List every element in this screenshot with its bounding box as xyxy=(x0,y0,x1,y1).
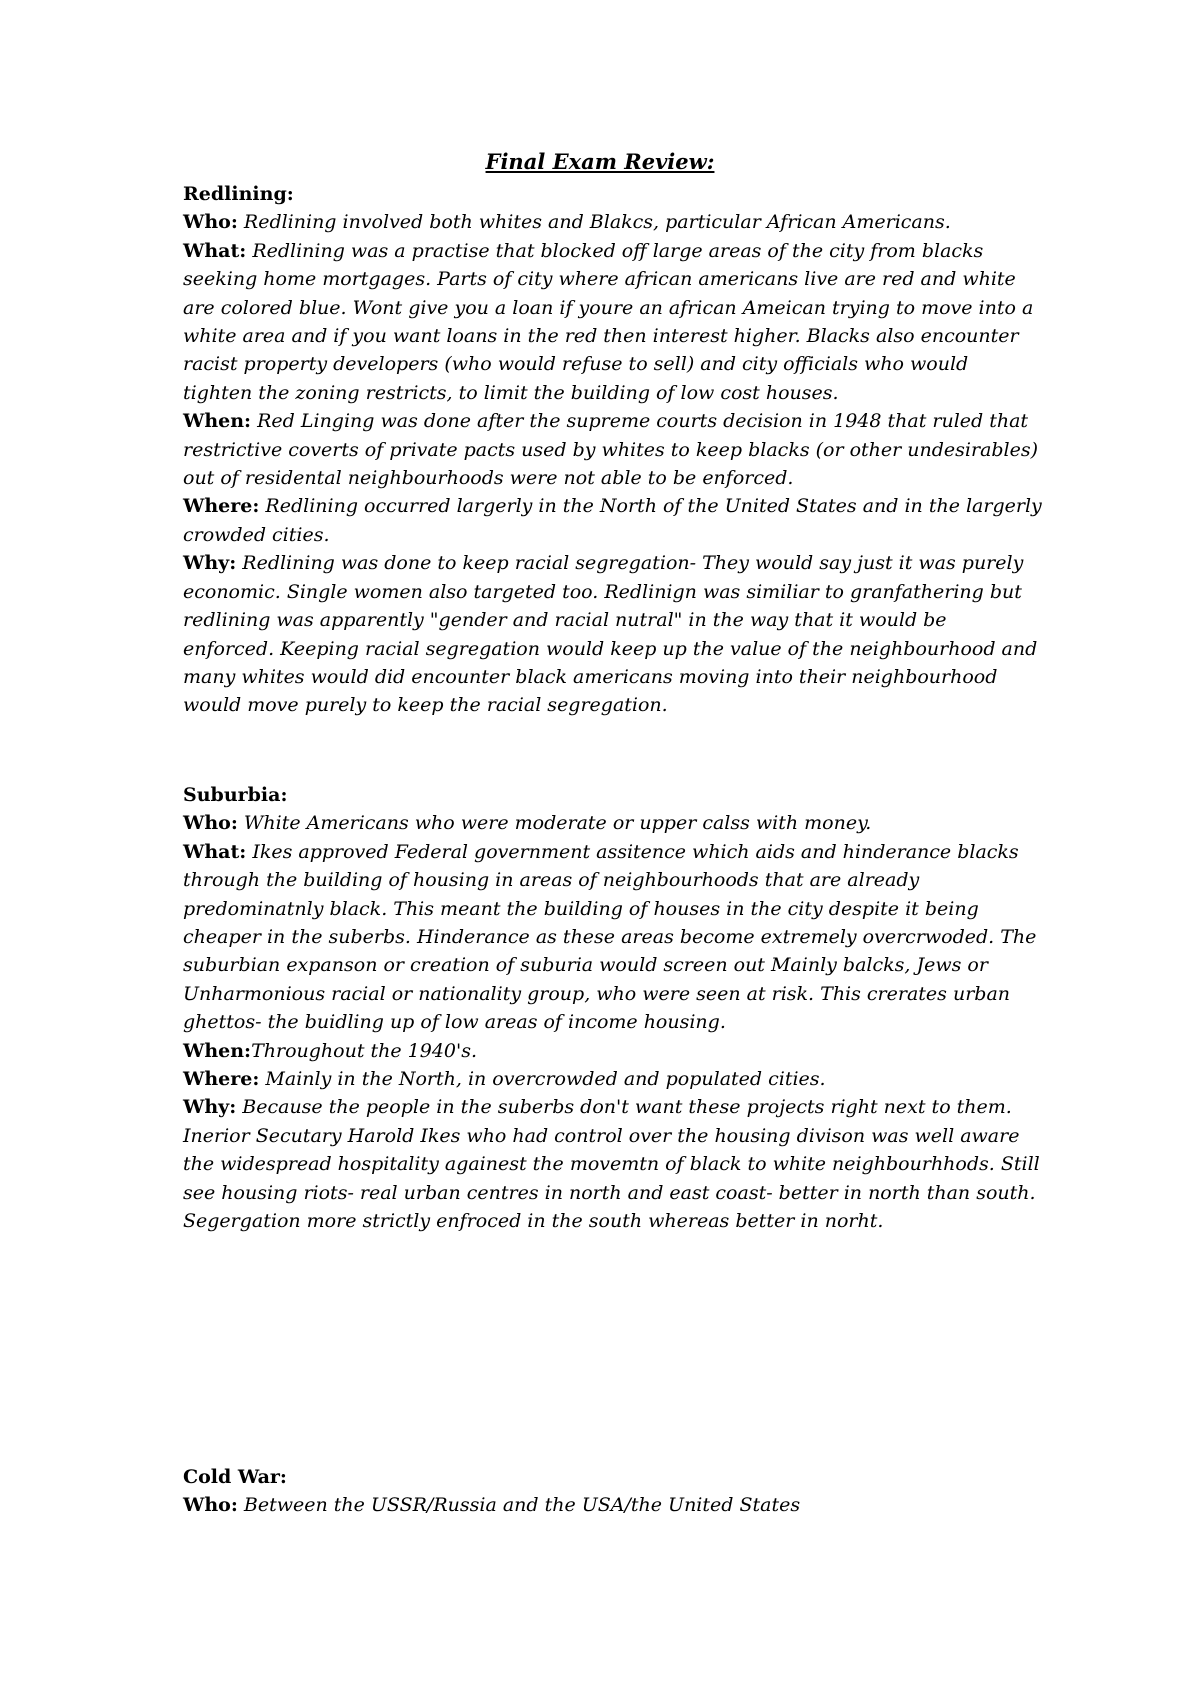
entry-what xyxy=(183,237,1043,407)
entry-text: Red Linging was done after the supreme courts decision in 1948 that ruled that restrictive coverts of private pacts used by whites to keep blacks (or other undesirables) out of residental neighbourhoods were not able to be enforced. xyxy=(183,410,1039,490)
entry-text: Redlining was a practise that blocked off large areas of the city from blacks seeking home mortgages. Parts of city where african americans live are red and white are colored blue. Wont give you a loan if youre an african Ameican trying to move into a white area and if you want loans in the red then interest higher. Blacks also encounter racist property developers (who would refuse to sell) and city officials who would tighten the zoning restricts, to limit the building of low cost houses. xyxy=(183,239,1034,404)
entry-label: Who: xyxy=(183,1494,238,1517)
entry-who xyxy=(183,208,1043,236)
entry-text: Ikes approved Federal government assitence which aids and hinderance blacks through the building of housing in areas of neighbourhoods that are already predominatnly black. This meant the building of houses in the city despite it being cheaper in the suberbs. Hinderance as these areas become extremely overcrwoded. The suburbian expanson or creation of suburia would screen out Mainly balcks, Jews or Unharmonious racial or nationality group, who were seen at risk. This crerates urban ghettos- the buidling up of low areas of income housing. xyxy=(183,840,1037,1034)
entry-label: Who: xyxy=(183,812,238,835)
entry-text: Because the people in the suberbs don't want these projects right next to them. Inerior Secutary Harold Ikes who had control over the housing divison was well aware the widespread hospitality againest the movemtn of black to white neighbourhhods. Still see housing riots- real urban centres in north and east coast- better in north than south. Segergation more strictly enfroced in the south whereas better in norht. xyxy=(183,1096,1040,1233)
section-suburbia xyxy=(183,781,1043,1236)
entry-when xyxy=(183,1037,1043,1065)
entry-label: Why: xyxy=(183,1096,237,1119)
entry-text: Throughout the 1940's. xyxy=(251,1039,478,1062)
entry-where xyxy=(183,492,1043,549)
document-title: Final Exam Review: xyxy=(485,149,715,174)
entry-label: Who: xyxy=(183,211,238,234)
entry-label: Where: xyxy=(183,495,260,518)
entry-label: What: xyxy=(183,840,247,863)
entry-what xyxy=(183,838,1043,1037)
entry-label: Why: xyxy=(183,552,237,575)
entry-text: Redlining occurred largerly in the North of the United States and in the largerly crowded cities. xyxy=(183,495,1042,546)
entry-label: When: xyxy=(183,1039,252,1062)
entry-label: Where: xyxy=(183,1068,260,1091)
section-heading: Cold War: xyxy=(183,1466,287,1488)
entry-text: Redlining was done to keep racial segregation- They would say just it was purely economic. Single women also targeted too. Redlinign was similiar to granfathering but redlining was apparently "gender and racial nutral" in the way that it would be enforced. Keeping racial segregation would keep up the value of the neighbourhood and many whites would did encounter black americans moving into their neighbourhood would move purely to keep the racial segregation. xyxy=(183,552,1038,717)
entry-who xyxy=(183,809,1043,837)
section-cold-war xyxy=(183,1463,1043,1520)
entry-why xyxy=(183,1093,1043,1235)
entry-label: When: xyxy=(183,410,252,433)
section-redlining xyxy=(183,180,1043,720)
entry-text: Mainly in the North, in overcrowded and populated cities. xyxy=(265,1068,826,1091)
section-heading: Redlining: xyxy=(183,183,294,205)
entry-text: Between the USSR/Russia and the USA/the United States xyxy=(243,1494,801,1517)
entry-label: What: xyxy=(183,239,247,262)
entry-who xyxy=(183,1491,1043,1519)
entry-why xyxy=(183,549,1043,719)
section-heading: Suburbia: xyxy=(183,784,288,806)
entry-when xyxy=(183,407,1043,492)
entry-where xyxy=(183,1065,1043,1093)
entry-text: White Americans who were moderate or upper calss with money. xyxy=(243,812,872,835)
entry-text: Redlining involved both whites and Blakcs, particular African Americans. xyxy=(243,211,951,234)
